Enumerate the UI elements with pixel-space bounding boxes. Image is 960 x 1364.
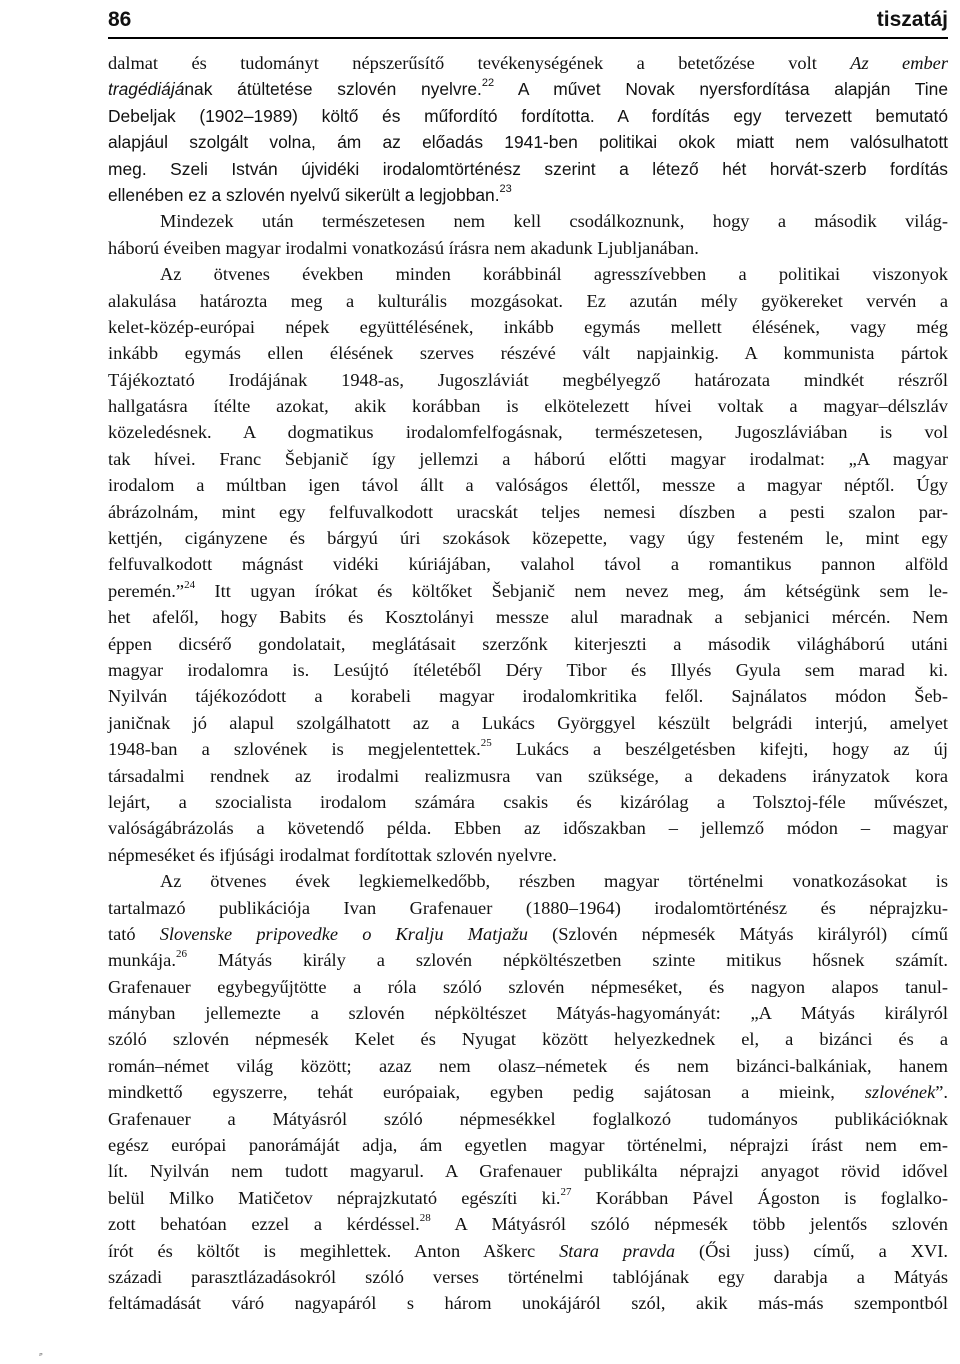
italic-title: Stara pravda — [559, 1240, 676, 1261]
text-segment: mányban jellemezte a szlovén népköltészet Mátyás-hagyományát: „A Mátyás királyról — [108, 1003, 948, 1024]
text-segment: mindkettő egyszerre, tehát európaiak, egyben pedig sajátosan a mieink, — [108, 1082, 865, 1103]
text-line — [108, 235, 948, 261]
text-segment: szóló szlovén népmesék Kelet és Nyugat között helyezkednek el, a bizánci és a — [108, 1029, 948, 1050]
text-line — [108, 1132, 948, 1158]
text-segment: háború éveiben magyar irodalmi vonatkozású írásra nem akadunk Ljubljanában. — [108, 237, 699, 258]
text-segment: janičnak jó alapul szolgálhatott az a Lukács Györggyel készült belgrádi interjú, amelyet — [108, 712, 948, 733]
text-segment: tartalmazó publikációja Ivan Grafenauer (1880–1964) irodalomtörténész és néprajzku- — [108, 897, 948, 918]
text-segment: századi parasztlázadásokról szóló verses történelmi tablójának egy darabja a Mátyás — [108, 1266, 948, 1287]
footnote-ref: 24 — [184, 578, 196, 591]
text-segment: Grafenauer egybegyűjtötte a róla szóló szlovén népmeséket, és nagyon alapos tanul- — [108, 976, 948, 997]
text-line — [108, 288, 948, 314]
footnote-ref: 22 — [481, 77, 495, 90]
footnote-ref: 25 — [480, 737, 492, 750]
text-segment: Lukács a beszélgetésben kifejti, hogy az új — [491, 739, 948, 760]
text-segment: kettjén, cigányzene és bárgyú úri szokások közepette, vagy úgy festeném le, mint egy — [108, 528, 948, 549]
text-line — [108, 525, 948, 551]
page-header — [108, 4, 948, 40]
text-line — [108, 974, 948, 1000]
text-line — [108, 472, 948, 498]
text-line — [108, 261, 948, 287]
text-segment: Debeljak (1902–1989) költő és műfordító fordította. A fordítás egy tervezett bemutató — [108, 105, 948, 126]
text-line — [108, 604, 948, 630]
text-segment: kelet-közép-európai népek együttélésének, inkább egymás mellett élésének, vagy még — [108, 316, 948, 337]
text-line — [108, 763, 948, 789]
text-line — [108, 1264, 948, 1290]
text-segment: inkább egymás ellen élésének szerves részévé vált napjainkig. A kommunista pártok — [108, 343, 948, 364]
text-segment: román–német világ között; azaz nem olasz–németek és nem bizánci-balkániak, hanem — [108, 1055, 948, 1076]
text-segment: közeledésnek. A dogmatikus irodalomfelfogásnak, természetesen, Jugoszláviában is vol — [108, 422, 948, 443]
journal-title: tiszatáj — [876, 8, 948, 31]
text-segment: Korábban Pável Ágoston is foglalko- — [571, 1187, 948, 1208]
page-number: 86 — [108, 8, 132, 31]
text-segment: Mátyás király a szlovén népköltészetben szinte mitikus hősnek számít. — [186, 950, 948, 971]
footnote-ref: 26 — [175, 948, 187, 961]
text-segment: (Szlovén népmesék Mátyás királyról) című — [528, 923, 948, 944]
text-segment: Grafenauer a Mátyásról szóló népmesékkel foglalkozó tudományos publikációknak — [108, 1108, 948, 1129]
text-line — [108, 921, 948, 947]
text-line — [108, 419, 948, 445]
header-rule — [108, 37, 948, 39]
text-line — [108, 1079, 948, 1105]
text-line — [108, 1000, 948, 1026]
text-segment: éppen dicsérő gondolatait, meglátásait szerzőnk kiterjeszti a második világháború utáni — [108, 633, 948, 654]
text-segment: zott behatóan ezzel a kérdéssel. — [108, 1214, 420, 1235]
text-line — [108, 103, 948, 129]
italic-title: szlovének — [864, 1082, 936, 1103]
text-line — [108, 657, 948, 683]
text-segment: lejárt, a szocialista irodalom számára csakis és kizárólag a Tolsztoj-féle művészet, — [108, 791, 948, 812]
text-segment: (Ősi juss) című, a XVI. — [675, 1240, 948, 1261]
text-segment: egész európai panorámáját adja, ám egyetlen magyar történelmi, néprajzi írást nem em- — [108, 1135, 948, 1156]
text-segment: irodalom a múltban igen távol állt a valóságos élettől, messze a magyar néptől. Úgy — [108, 475, 948, 496]
text-line — [108, 1290, 948, 1316]
text-segment: 1948-ban a szlovének is megjelentettek. — [108, 739, 481, 760]
text-line — [108, 736, 948, 762]
text-segment: Mindezek után természetesen nem kell csodálkoznunk, hogy a második világ- — [160, 211, 948, 232]
text-segment: alakulása határozta meg a kulturális mozgásokat. Ez azután mély gyökereket vervén a — [108, 290, 948, 311]
text-line — [108, 182, 948, 208]
text-line — [108, 895, 948, 921]
text-segment: Itt ugyan írókat és költőket Šebjanič nem nevez meg, ám kétségünk sem le- — [195, 580, 948, 601]
text-line — [108, 156, 948, 182]
text-line — [108, 1238, 948, 1264]
text-line — [108, 1185, 948, 1211]
text-segment: ”. — [935, 1082, 948, 1103]
text-line — [108, 1026, 948, 1052]
text-segment: Tájékoztató Irodájának 1948-as, Jugoszláviát megbélyegző határozata mindkét részről — [108, 369, 948, 390]
text-segment: peremén.” — [108, 580, 185, 601]
text-line — [108, 208, 948, 234]
text-segment: írót és költőt is megihlettek. Anton Aškerc — [108, 1240, 560, 1261]
text-segment: A Mátyásról szóló népmesék több jelentős szlovén — [430, 1214, 949, 1235]
text-line — [108, 129, 948, 155]
text-line — [108, 815, 948, 841]
text-line — [108, 1158, 948, 1184]
text-segment: felfuvalkodott mágnást vidéki kúriájában, valahol távol a romantikus pannon alföld — [108, 554, 948, 575]
text-line — [108, 631, 948, 657]
text-segment: lít. Nyilván nem tudott magyarul. A Grafenauer publikálta néprajzi anyagot rövid idővel — [108, 1161, 948, 1182]
text-segment: ábrázolnám, mint egy felfuvalkodott uracskát teljes nemesi díszben a pesti szalon par- — [108, 501, 948, 522]
text-line — [108, 499, 948, 525]
text-line — [108, 842, 948, 868]
italic-title: Slovenske pripovedke o Kralju Matjažu — [159, 923, 528, 944]
article-body — [108, 50, 948, 1317]
text-segment: A művet Novak nyersfordítása alapján Tine — [494, 79, 948, 100]
text-segment: belül Milko Matičetov néprajzkutató egészíti ki. — [108, 1187, 561, 1208]
text-segment: társadalmi rendnek az irodalmi realizmusra van szüksége, a dekadens irányzatok kora — [108, 765, 948, 786]
text-segment: tató — [108, 923, 160, 944]
text-line — [108, 1211, 948, 1237]
text-line — [108, 393, 948, 419]
text-line — [108, 789, 948, 815]
text-segment: hallgatásra ítélte azokat, akik korábban is elkötelezett hívei voltak a magyar–délszláv — [108, 396, 948, 417]
text-line — [108, 76, 948, 102]
text-segment: valóságábrázolás a követendő példa. Ebben az időszakban – jellemző módon – magyar — [108, 818, 948, 839]
text-line — [108, 446, 948, 472]
text-line — [108, 50, 948, 76]
text-segment: munkája. — [108, 950, 176, 971]
text-line — [108, 1106, 948, 1132]
text-segment: het afelől, hogy Babits és Kosztolányi messze alul maradnak a sebjanici mércén. Nem — [108, 607, 948, 628]
text-segment: tak hívei. Franc Šebjanič így jellemzi a háború előtti magyar irodalmat: „A magyar — [108, 448, 948, 469]
text-line — [108, 710, 948, 736]
italic-title: tragédiájá — [108, 79, 185, 100]
text-segment: dalmat és tudományt népszerűsítő tevékenységének a betetőzése volt — [108, 53, 851, 73]
text-line — [108, 1053, 948, 1079]
footnote-ref: 23 — [499, 182, 512, 195]
text-segment: Az ötvenes évek legkiemelkedőbb, részben magyar történelmi vonatkozásokat is — [160, 871, 948, 892]
text-line — [108, 340, 948, 366]
footnote-ref: 28 — [419, 1212, 431, 1225]
text-segment: Az ötvenes években minden korábbinál agresszívebben a politikai viszonyok — [160, 264, 948, 285]
text-line — [108, 551, 948, 577]
text-segment: feltámadását váró nagyapáról s három unokájáról szól, akik más-más szempontból — [108, 1293, 948, 1314]
text-line — [108, 367, 948, 393]
text-line — [108, 947, 948, 973]
text-segment: magyar irodalomra is. Lesújtó ítéletéből Déry Tibor és Illyés Gyula sem marad ki. — [108, 659, 948, 680]
italic-title: Az ember — [850, 53, 948, 73]
text-segment: nak átültetése szlovén nyelvre. — [184, 79, 482, 100]
footnote-ref: 27 — [560, 1185, 572, 1198]
text-segment: meg. Szeli István újvidéki irodalomtörténész szerint a létező hét horvát-szerb fordítás — [108, 158, 948, 179]
text-segment: alapjául szolgált volna, ám az előadás 1941-ben politikai okok miatt nem valósulhatott — [108, 132, 948, 153]
text-line — [108, 868, 948, 894]
text-line — [108, 314, 948, 340]
text-segment: népmeséket és ifjúsági irodalmat fordítottak szlovén nyelvre. — [108, 844, 557, 865]
text-segment: Nyilván tájékozódott a korabeli magyar irodalomkritika felől. Sajnálatos módon Šeb- — [108, 686, 948, 707]
text-line — [108, 578, 948, 604]
text-segment: ellenében ez a szlovén nyelvű sikerült a legjobban. — [108, 184, 500, 205]
text-line — [108, 683, 948, 709]
